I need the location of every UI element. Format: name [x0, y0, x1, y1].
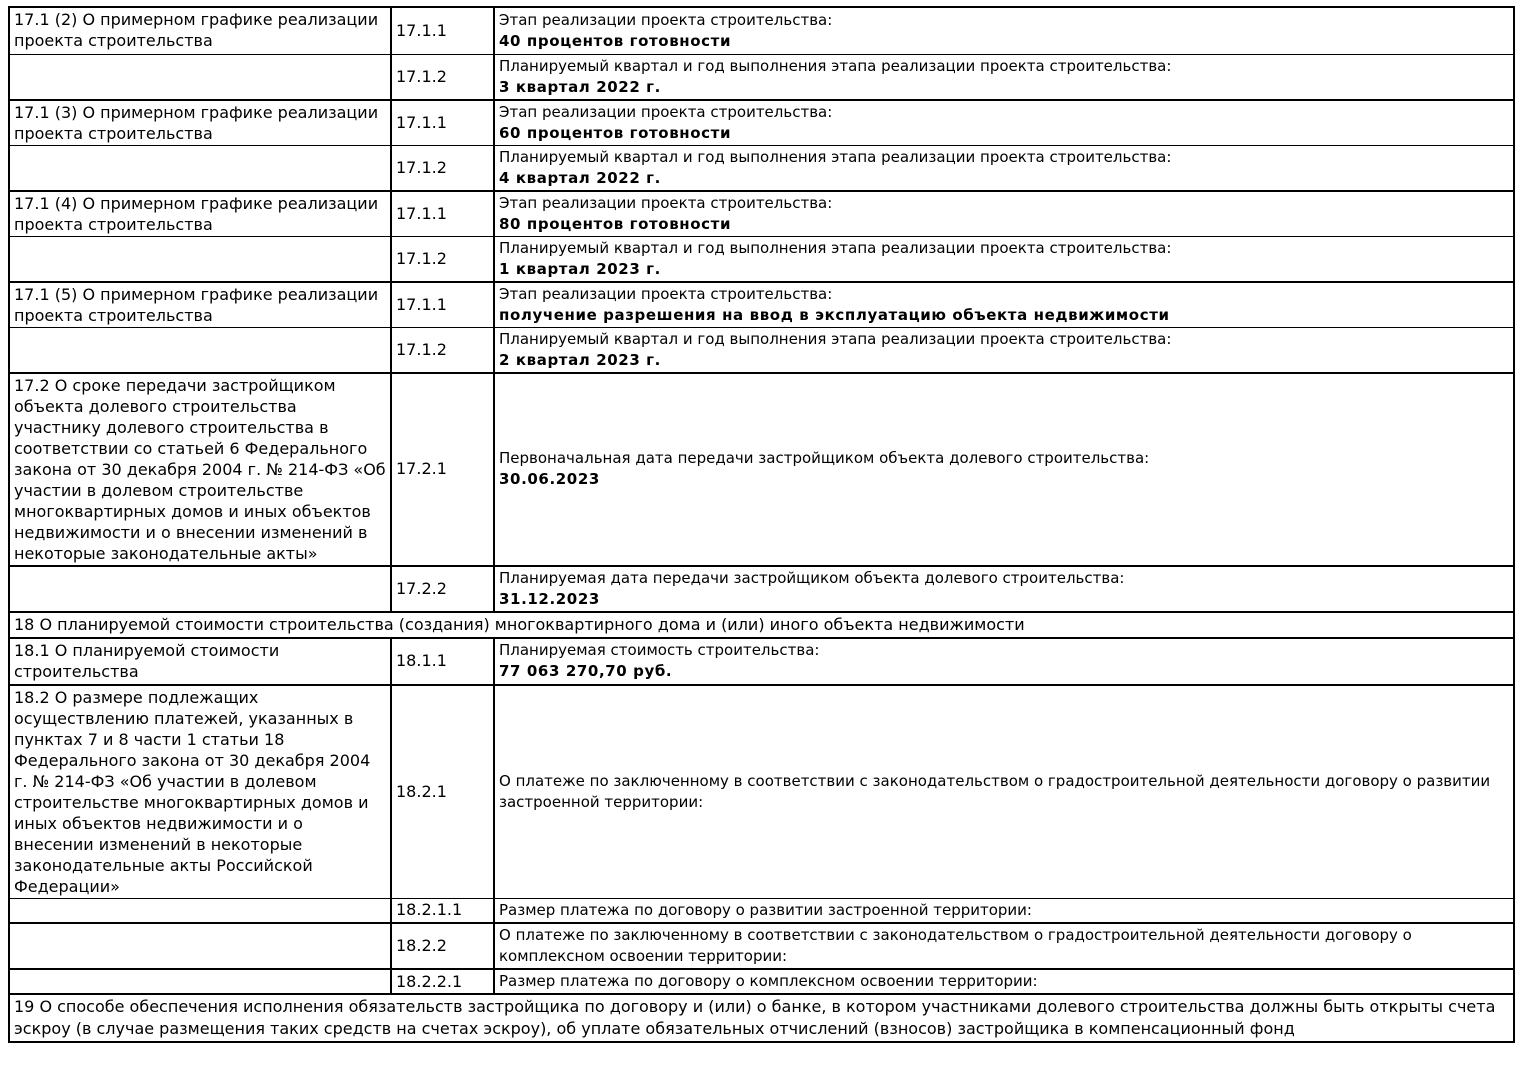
- field-cell: [494, 236, 1514, 282]
- table-row: [9, 685, 1514, 899]
- field-value: 3 квартал 2022 г.: [499, 77, 661, 96]
- section-item-title: 17.1 (5) О примерном графике реализации проекта строительства: [9, 282, 391, 328]
- document-page: [0, 6, 1529, 1086]
- field-label: Этап реализации проекта строительства:: [499, 193, 833, 212]
- section-item-title: [9, 898, 391, 923]
- item-number: 18.2.1: [391, 685, 494, 899]
- section-header-row: [9, 612, 1514, 638]
- section-item-title: [9, 327, 391, 373]
- section-item-title: [9, 236, 391, 282]
- table-row: [9, 566, 1514, 612]
- table-row: [9, 145, 1514, 191]
- field-label: Планируемый квартал и год выполнения этапа реализации проекта строительства:: [499, 56, 1172, 75]
- section-item-title: 17.1 (4) О примерном графике реализации проекта строительства: [9, 191, 391, 237]
- field-label: О платеже по заключенному в соответствии с законодательством о градостроительной деятельности договору о комплексном освоении территории:: [499, 926, 1412, 965]
- field-cell: [494, 373, 1514, 566]
- field-label: Размер платежа по договору о развитии застроенной территории:: [499, 900, 1032, 919]
- item-number: 17.2.1: [391, 373, 494, 566]
- section-item-title: 17.1 (2) О примерном графике реализации проекта строительства: [14, 10, 379, 50]
- field-cell: [494, 685, 1514, 899]
- field-label: Планируемый квартал и год выполнения этапа реализации проекта строительства:: [499, 147, 1172, 166]
- field-label: Планируемая стоимость строительства:: [499, 641, 820, 659]
- item-number: 18.1.1: [391, 638, 494, 685]
- item-number: 17.1.2: [391, 236, 494, 282]
- table-row: [9, 54, 1514, 100]
- field-label: О платеже по заключенному в соответствии с законодательством о градостроительной деятельности договору о развитии застроенной территории:: [499, 771, 1491, 811]
- field-cell: [494, 54, 1514, 100]
- table-row: [9, 969, 1514, 994]
- item-number: 17.1.1: [391, 100, 494, 146]
- table-row: [9, 373, 1514, 566]
- item-number: 17.1.1: [391, 7, 494, 54]
- field-cell: [494, 191, 1514, 237]
- field-value: 77 063 270,70 руб.: [499, 662, 673, 680]
- table-row: [9, 191, 1514, 237]
- section-header: 18 О планируемой стоимости строительства (создания) многоквартирного дома и (или) иного объекта недвижимости: [9, 612, 1514, 638]
- item-number: 18.2.1.1: [391, 898, 494, 923]
- section-item-title: [9, 923, 391, 969]
- section-item-title: [9, 566, 391, 612]
- field-value: 80 процентов готовности: [499, 214, 732, 233]
- table-row: [9, 282, 1514, 328]
- field-label: Планируемый квартал и год выполнения этапа реализации проекта строительства:: [499, 238, 1172, 257]
- table-row: [9, 923, 1514, 969]
- field-label: Планируемый квартал и год выполнения этапа реализации проекта строительства:: [499, 329, 1172, 348]
- item-number: 17.1.2: [391, 327, 494, 373]
- item-number: 17.1.1: [391, 282, 494, 328]
- field-value: получение разрешения на ввод в эксплуатацию объекта недвижимости: [499, 305, 1170, 324]
- item-number: 17.1.1: [391, 191, 494, 237]
- table-row: [9, 898, 1514, 923]
- field-label: Планируемая дата передачи застройщиком объекта долевого строительства:: [499, 568, 1125, 587]
- item-number: 18.2.2: [391, 923, 494, 969]
- table-row: [9, 7, 1514, 54]
- field-value: 60 процентов готовности: [499, 123, 732, 142]
- item-number: 18.2.2.1: [391, 969, 494, 994]
- field-value: 30.06.2023: [499, 470, 600, 488]
- field-label: Размер платежа по договору о комплексном освоении территории:: [499, 972, 1038, 990]
- field-cell: [494, 7, 1514, 54]
- section-header-row: [9, 994, 1514, 1042]
- section-item-title: 17.1 (3) О примерном графике реализации проекта строительства: [9, 100, 391, 146]
- field-label: Этап реализации проекта строительства:: [499, 10, 833, 29]
- section-item-title: [9, 54, 391, 100]
- field-cell: [494, 327, 1514, 373]
- item-number: 17.1.2: [391, 145, 494, 191]
- section-item-title: [9, 969, 391, 994]
- field-cell: [494, 145, 1514, 191]
- item-number: 17.2.2: [391, 566, 494, 612]
- section-header: 19 О способе обеспечения исполнения обязательств застройщика по договору и (или) о банке, в котором участниками долевого строительства должны быть открыты счета эскроу (в случае размещения таких средств на счетах эскроу), об уплате обязательных отчислений (взносов) застройщика в компенсационный фонд: [9, 994, 1514, 1042]
- field-value: 40 процентов готовности: [499, 31, 732, 50]
- section-item-title: 18.1 О планируемой стоимости строительства: [9, 638, 391, 685]
- field-cell: [494, 898, 1514, 923]
- field-value: 31.12.2023: [499, 589, 600, 608]
- field-cell: [494, 566, 1514, 612]
- field-label: Этап реализации проекта строительства:: [499, 102, 833, 121]
- field-value: 4 квартал 2022 г.: [499, 168, 661, 187]
- field-cell: [494, 969, 1514, 994]
- section-item-title: 17.2 О сроке передачи застройщиком объекта долевого строительства участнику долевого строительства в соответствии со статьей 6 Федерального закона от 30 декабря 2004 г. № 214-ФЗ «Об участии в долевом строительстве многоквартирных домов и иных объектов недвижимости и о внесении изменений в некоторые законодательные акты»: [9, 373, 391, 566]
- field-label: Первоначальная дата передачи застройщиком объекта долевого строительства:: [499, 449, 1150, 467]
- item-number: 17.1.2: [391, 54, 494, 100]
- table-row: [9, 100, 1514, 146]
- field-label: Этап реализации проекта строительства:: [499, 284, 833, 303]
- field-cell: [494, 923, 1514, 969]
- field-cell: [494, 100, 1514, 146]
- table-row: [9, 638, 1514, 685]
- section-item-title: 18.2 О размере подлежащих осуществлению платежей, указанных в пунктах 7 и 8 части 1 статьи 18 Федерального закона от 30 декабря 2004 г. № 214-ФЗ «Об участии в долевом строительстве многоквартирных домов и иных объектов недвижимости и о внесении изменений в некоторые законодательные акты Российской Федерации»: [9, 685, 391, 899]
- project-declaration-table: [8, 6, 1515, 1043]
- table-row: [9, 236, 1514, 282]
- field-value: 2 квартал 2023 г.: [499, 350, 661, 369]
- section-item-title: [9, 145, 391, 191]
- field-cell: [494, 282, 1514, 328]
- field-value: 1 квартал 2023 г.: [499, 259, 661, 278]
- field-cell: [494, 638, 1514, 685]
- table-row: [9, 327, 1514, 373]
